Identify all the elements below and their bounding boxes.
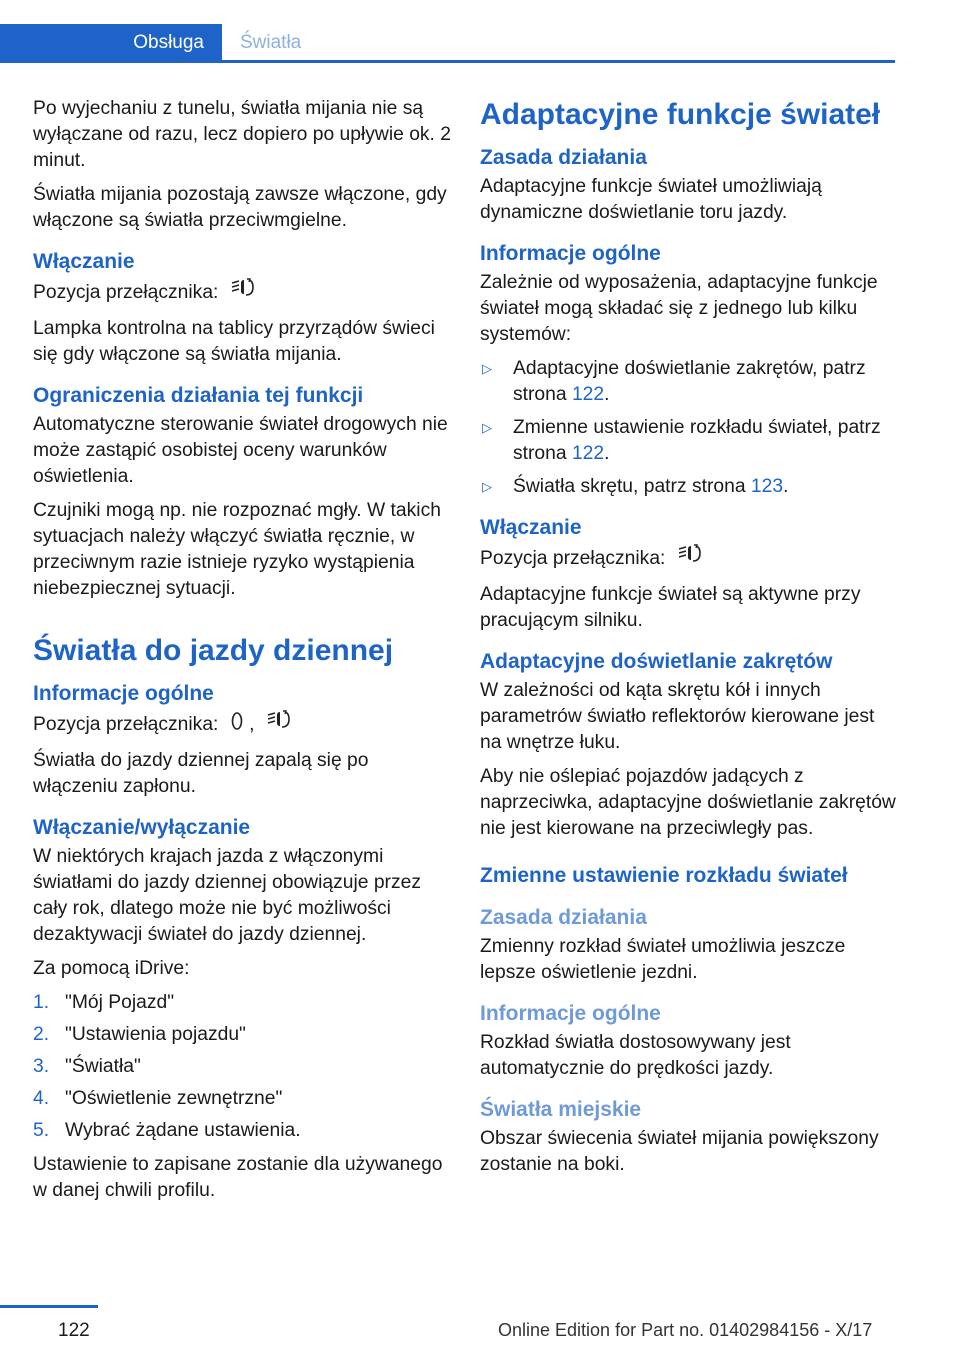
low-beam-auto-icon bbox=[677, 544, 703, 574]
step-number: 3. bbox=[33, 1056, 50, 1077]
bullet-text: Zmienne ustawienie rozkładu świateł, patrz strona bbox=[513, 417, 881, 464]
right-column bbox=[480, 96, 900, 1186]
bullet-end: . bbox=[604, 443, 610, 464]
paragraph: Zmienny rozkład świateł umożliwia jeszcze lepsze oświetlenie jezdni. bbox=[480, 936, 846, 983]
header-tab-bar bbox=[0, 24, 895, 63]
section-heading: Zmienne ustawienie rozkładu świateł bbox=[480, 864, 848, 887]
page-link[interactable]: 122 bbox=[571, 443, 605, 464]
subsection-heading: Zasada działania bbox=[480, 906, 647, 929]
section-heading: Włączanie bbox=[33, 250, 135, 273]
subsection-heading: Światła miejskie bbox=[480, 1098, 642, 1121]
list-item bbox=[33, 1118, 453, 1144]
bullet-text: Adaptacyjne doświetlanie zakrętów, patrz strona bbox=[513, 358, 866, 405]
section-heading: Włączanie bbox=[480, 516, 582, 539]
low-beam-auto-icon bbox=[266, 710, 292, 740]
step-number: 5. bbox=[33, 1120, 50, 1141]
triangle-bullet-icon: ▷ bbox=[482, 479, 492, 494]
section-heading: Informacje ogólne bbox=[33, 682, 214, 705]
step-number: 4. bbox=[33, 1088, 50, 1109]
subsection-heading: Informacje ogólne bbox=[480, 1002, 661, 1025]
switch-separator: , bbox=[249, 714, 255, 736]
footer-rule bbox=[0, 1305, 98, 1308]
step-text: "Światła" bbox=[65, 1056, 141, 1077]
step-text: Wybrać żądane ustawienia. bbox=[65, 1120, 301, 1141]
paragraph: Światła do jazdy dziennej zapalą się po włączeniu zapłonu. bbox=[33, 750, 369, 797]
section-heading: Informacje ogólne bbox=[480, 242, 661, 265]
list-item bbox=[33, 1086, 453, 1112]
switch-off-icon bbox=[230, 710, 244, 740]
tab-obsluga[interactable]: Obsługa bbox=[0, 24, 222, 60]
paragraph: Lampka kontrolna na tablicy przyrządów świeci się gdy włączone są światła mijania. bbox=[33, 318, 435, 365]
switch-position-line bbox=[33, 278, 453, 308]
low-beam-auto-icon bbox=[230, 278, 256, 308]
switch-position-line bbox=[33, 710, 453, 740]
switch-position-label: Pozycja przełącznika: bbox=[480, 548, 666, 570]
list-item bbox=[480, 415, 900, 467]
paragraph: Czujniki mogą np. nie rozpoznać mgły. W takich sytuacjach należy włączyć światła ręcznie, w przeciwnym razie istnieje ryzyko wystąpienia niebezpiecznej sytuacji. bbox=[33, 500, 441, 599]
left-column bbox=[33, 96, 453, 1212]
triangle-bullet-icon: ▷ bbox=[482, 420, 492, 435]
list-item bbox=[33, 990, 453, 1016]
page-number: 122 bbox=[58, 1320, 90, 1341]
paragraph: Zależnie od wyposażenia, adaptacyjne funkcje świateł mogą składać się z jednego lub kilku systemów: bbox=[480, 272, 878, 345]
section-heading: Włączanie/wyłączanie bbox=[33, 816, 251, 839]
bullet-end: . bbox=[604, 384, 610, 405]
paragraph: W zależności od kąta skrętu kół i innych parametrów światło reflektorów kierowane jest na wnętrze łuku. bbox=[480, 680, 875, 753]
triangle-bullet-icon: ▷ bbox=[482, 361, 492, 376]
paragraph: Za pomocą iDrive: bbox=[33, 958, 190, 979]
section-heading: Adaptacyjne doświetlanie zakrętów bbox=[480, 650, 833, 673]
step-text: "Ustawienia pojazdu" bbox=[65, 1024, 246, 1045]
paragraph: Automatyczne sterowanie świateł drogowych nie może zastąpić osobistej oceny warunków oświetlenia. bbox=[33, 414, 448, 487]
systems-list bbox=[480, 356, 900, 500]
bullet-text: Światła skrętu, patrz strona bbox=[513, 476, 751, 497]
list-item bbox=[480, 356, 900, 408]
list-item bbox=[33, 1022, 453, 1048]
step-text: "Oświetlenie zewnętrzne" bbox=[65, 1088, 283, 1109]
idrive-steps-list bbox=[33, 990, 453, 1144]
page-link[interactable]: 123 bbox=[750, 476, 784, 497]
paragraph: Rozkład światła dostosowywany jest automatycznie do prędkości jazdy. bbox=[480, 1032, 791, 1079]
switch-position-label: Pozycja przełącznika: bbox=[33, 282, 219, 304]
paragraph: Ustawienie to zapisane zostanie dla używanego w danej chwili profilu. bbox=[33, 1154, 443, 1201]
paragraph: Światła mijania pozostają zawsze włączone, gdy włączone są światła przeciwmgielne. bbox=[33, 184, 447, 231]
chapter-heading: Adaptacyjne funkcje świateł bbox=[480, 98, 881, 131]
paragraph: Po wyjechaniu z tunelu, światła mijania nie są wyłączane od razu, lecz dopiero po upływie ok. 2 minut. bbox=[33, 98, 451, 171]
section-heading: Ograniczenia działania tej funkcji bbox=[33, 384, 364, 407]
bullet-end: . bbox=[783, 476, 789, 497]
chapter-heading: Światła do jazdy dziennej bbox=[33, 634, 394, 667]
step-number: 1. bbox=[33, 992, 50, 1013]
list-item bbox=[33, 1054, 453, 1080]
tab-swiatla[interactable]: Światła bbox=[240, 32, 302, 53]
footer-edition: Online Edition for Part no. 01402984156 - X/17 bbox=[498, 1320, 873, 1340]
paragraph: Aby nie oślepiać pojazdów jadących z naprzeciwka, adaptacyjne doświetlanie zakrętów nie jest kierowane na przeciwległy pas. bbox=[480, 766, 896, 839]
list-item bbox=[480, 474, 900, 500]
page-link[interactable]: 122 bbox=[571, 384, 605, 405]
switch-position-line bbox=[480, 544, 900, 574]
step-number: 2. bbox=[33, 1024, 50, 1045]
paragraph: W niektórych krajach jazda z włączonymi światłami do jazdy dziennej obowiązuje przez cały rok, dlatego może nie być możliwości dezaktywacji świateł do jazdy dziennej. bbox=[33, 846, 421, 945]
step-text: "Mój Pojazd" bbox=[65, 992, 175, 1013]
paragraph: Adaptacyjne funkcje świateł są aktywne przy pracującym silniku. bbox=[480, 584, 861, 631]
paragraph: Obszar świecenia świateł mijania powiększony zostanie na boki. bbox=[480, 1128, 879, 1175]
paragraph: Adaptacyjne funkcje świateł umożliwiają dynamiczne doświetlanie toru jazdy. bbox=[480, 176, 822, 223]
switch-position-label: Pozycja przełącznika: bbox=[33, 714, 219, 736]
section-heading: Zasada działania bbox=[480, 146, 647, 169]
